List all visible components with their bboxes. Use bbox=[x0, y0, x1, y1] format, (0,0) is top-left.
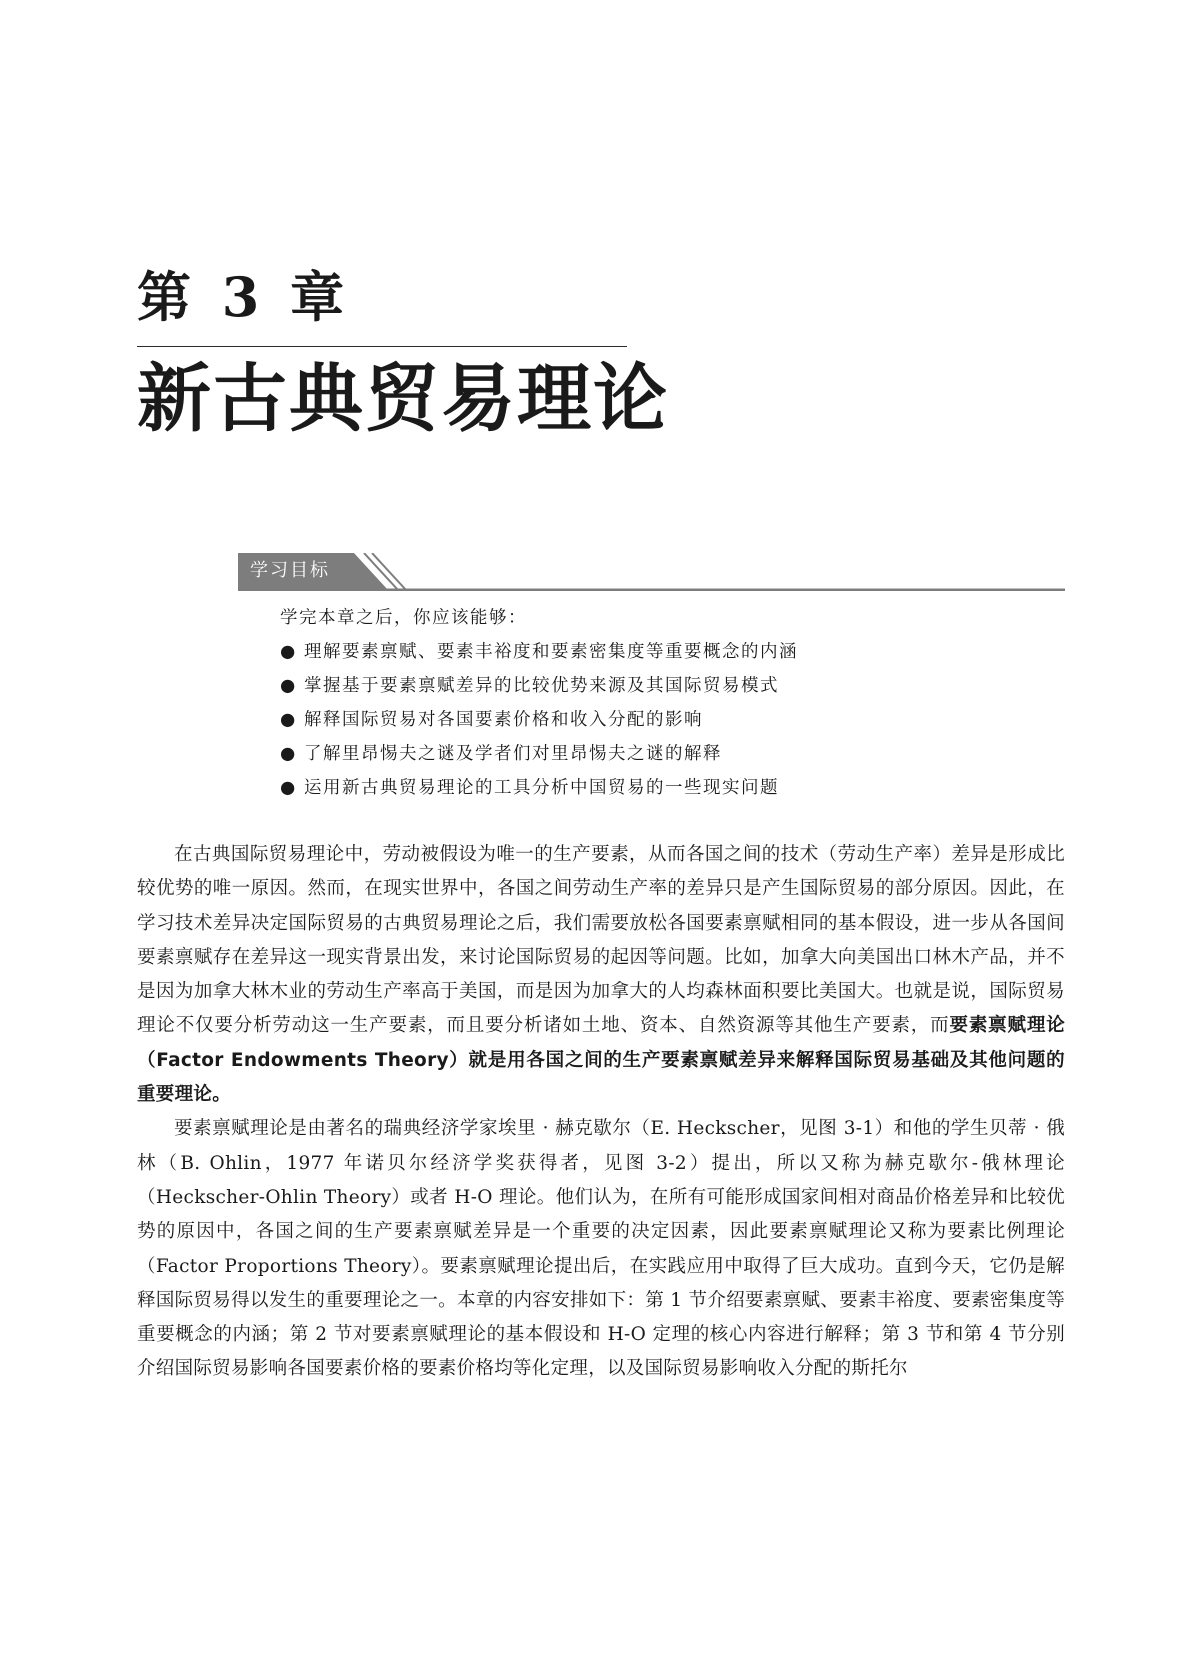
objective-item: ● 了解里昂惕夫之谜及学者们对里昂惕夫之谜的解释 bbox=[280, 737, 1065, 771]
emphasized-definition: 要素禀赋理论（Factor Endowments Theory）就是用各国之间的生产要素禀赋差异来解释国际贸易基础及其他问题的重要理论。 bbox=[137, 1015, 1065, 1106]
chapter-number: 第 3 章 bbox=[137, 265, 351, 329]
paragraph-text: 在古典国际贸易理论中，劳动被假设为唯一的生产要素，从而各国之间的技术（劳动生产率）差异是形成比较优势的唯一原因。然而，在现实世界中，各国之间劳动生产率的差异只是产生国际贸易的部分原因。因此，在学习技术差异决定国际贸易的古典贸易理论之后，我们需要放松各国要素禀赋相同的基本假设，进一步从各国间要素禀赋存在差异这一现实背景出发，来讨论国际贸易的起因等问题。比如，加拿大向美国出口林木产品，并不是因为加拿大林木业的劳动生产率高于美国，而是因为加拿大的人均森林面积要比美国大。也就是说，国际贸易理论不仅要分析劳动这一生产要素，而且要分析诸如土地、资本、自然资源等其他生产要素，而 bbox=[137, 844, 1065, 1037]
chapter-body bbox=[137, 838, 1065, 1387]
objective-item: ● 理解要素禀赋、要素丰裕度和要素密集度等重要概念的内涵 bbox=[280, 635, 1065, 669]
body-paragraph: 要素禀赋理论是由著名的瑞典经济学家埃里 · 赫克歇尔（E. Heckscher，见图 3-1）和他的学生贝蒂 · 俄林（B. Ohlin，1977 年诺贝尔经济学奖获得者，见图 3-2）提出，所以又称为赫克歇尔-俄林理论（Heckscher-Ohlin Theory）或者 H-O 理论。他们认为，在所有可能形成国家间相对商品价格差异和比较优势的原因中，各国之间的生产要素禀赋差异是一个重要的决定因素，因此要素禀赋理论又称为要素比例理论（Factor Proportions Theory）。要素禀赋理论提出后，在实践应用中取得了巨大成功。直到今天，它仍是解释国际贸易得以发生的重要理论之一。本章的内容安排如下：第 1 节介绍要素禀赋、要素丰裕度、要素密集度等重要概念的内涵；第 2 节对要素禀赋理论的基本假设和 H-O 定理的核心内容进行解释；第 3 节和第 4 节分别介绍国际贸易影响各国要素价格的要素价格均等化定理，以及国际贸易影响收入分配的斯托尔 bbox=[137, 1118, 1065, 1380]
objectives-tab-label: 学习目标 bbox=[250, 560, 330, 581]
bullet-dot-icon: ● bbox=[280, 710, 297, 730]
bullet-dot-icon: ● bbox=[280, 676, 297, 696]
objectives-header bbox=[238, 553, 1065, 591]
objectives-intro: 学完本章之后，你应该能够： bbox=[280, 608, 527, 628]
objective-item: ● 运用新古典贸易理论的工具分析中国贸易的一些现实问题 bbox=[280, 771, 1065, 805]
objective-item: ● 掌握基于要素禀赋差异的比较优势来源及其国际贸易模式 bbox=[280, 669, 1065, 703]
objective-item: ● 解释国际贸易对各国要素价格和收入分配的影响 bbox=[280, 703, 1065, 737]
bullet-dot-icon: ● bbox=[280, 642, 297, 662]
chapter-divider bbox=[137, 346, 627, 347]
learning-objectives bbox=[238, 553, 1065, 805]
bullet-dot-icon: ● bbox=[280, 744, 297, 764]
chapter-title: 新古典贸易理论 bbox=[137, 356, 669, 442]
bullet-dot-icon: ● bbox=[280, 778, 297, 798]
objectives-tab-shape bbox=[238, 553, 1065, 591]
objectives-list bbox=[238, 635, 1065, 805]
body-paragraph bbox=[137, 838, 1065, 1112]
